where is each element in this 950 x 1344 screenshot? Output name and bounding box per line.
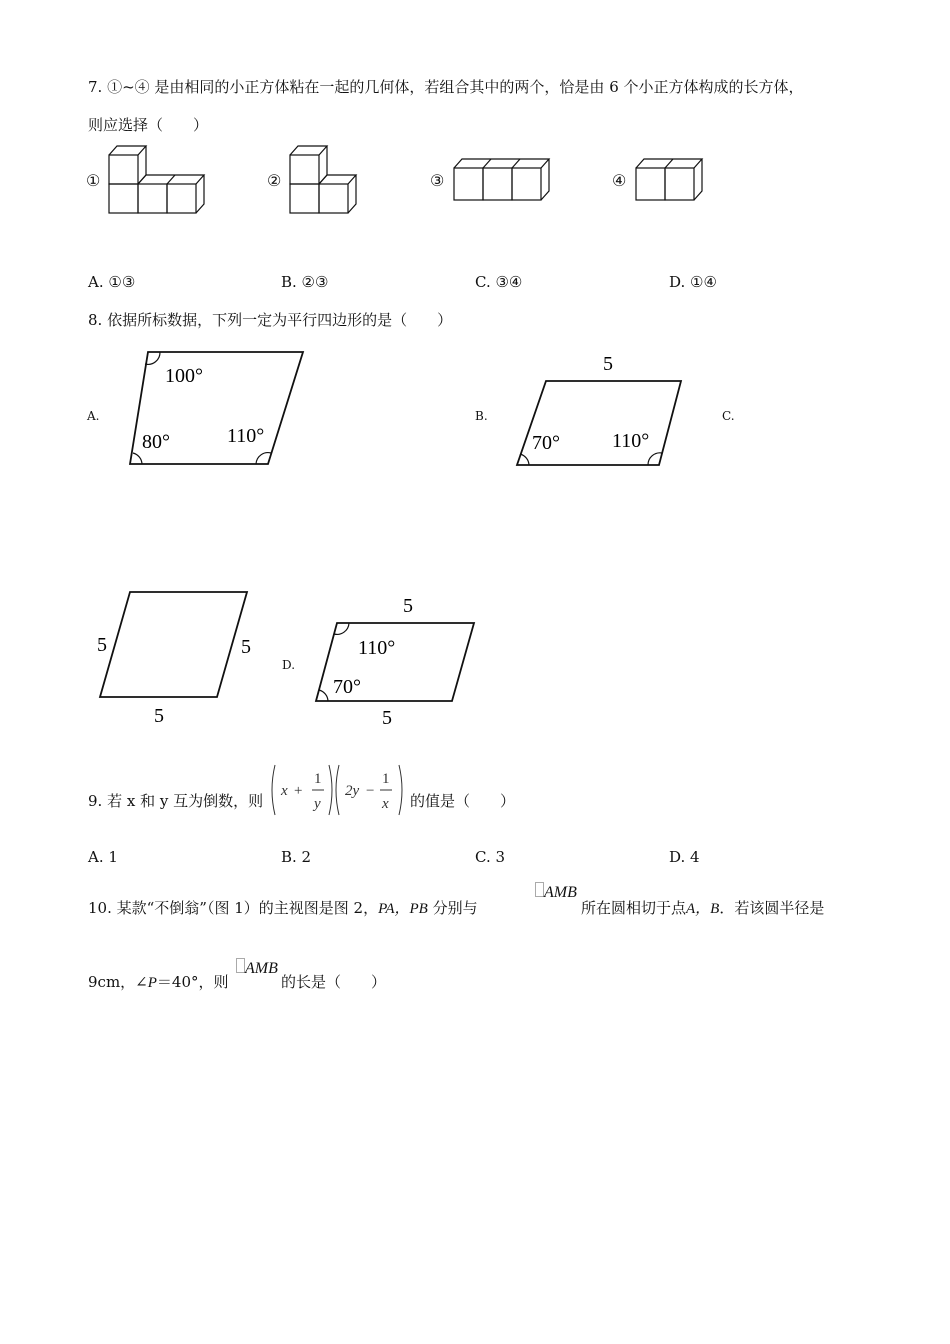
q9-option-d[interactable]: D. 4 — [669, 848, 700, 866]
q8-c-side-right: 5 — [241, 636, 251, 658]
q10-arc-text-2: AMB — [245, 960, 278, 977]
q7-figure-label-3: ③ — [430, 171, 445, 190]
q9-x: x — [281, 783, 288, 799]
q10-line2-prefix: 9cm，∠ — [88, 973, 148, 991]
q9-one-b: 1 — [382, 771, 390, 787]
q10-part3: 所在圆相切于点 — [581, 899, 687, 917]
q10-arc-amb-2 — [236, 958, 278, 978]
q10-line2-mid: ＝40°，则 — [156, 973, 229, 991]
q7-solid-2 — [286, 142, 366, 217]
q8-b-angle-110: 110° — [612, 430, 650, 452]
q10-points: A，B — [686, 901, 720, 917]
q9-y: y — [314, 796, 321, 812]
q9-2y: 2y — [345, 783, 360, 799]
q9-expression — [269, 762, 409, 818]
q7-figure-label-4: ④ — [612, 171, 627, 190]
q10-arc-text-1: AMB — [544, 884, 577, 901]
q9-plus: + — [294, 783, 303, 799]
q9-minus: − — [366, 783, 375, 799]
q10-part1: 10. 某款“不倒翁”（图 1）的主视图是图 2， — [88, 899, 379, 917]
q8-figure-a — [120, 340, 315, 475]
q10-line2 — [88, 971, 229, 992]
q9-option-a[interactable]: A. 1 — [88, 848, 118, 866]
q8-b-angle-70: 70° — [532, 432, 560, 454]
q8-d-angle-70: 70° — [333, 676, 361, 698]
q8-a-angle-100: 100° — [165, 365, 203, 387]
q8-figure-d — [308, 590, 483, 730]
q8-stem: 8. 依据所标数据，下列一定为平行四边形的是（ ） — [88, 311, 453, 329]
arc-placeholder-icon — [535, 882, 544, 897]
q10-angle-p: P — [147, 975, 157, 991]
arc-placeholder-icon — [236, 958, 245, 973]
q7-stem-line2: 则应选择（ ） — [88, 116, 209, 134]
q7-option-c[interactable]: C. ③④ — [475, 273, 523, 291]
q9-stem-prefix: 9. 若 x 和 y 互为倒数，则 — [88, 792, 264, 810]
q7-solid-4 — [632, 153, 708, 205]
q10-pa-pb: PA，PB — [378, 901, 428, 917]
q7-option-d[interactable]: D. ①④ — [669, 273, 717, 291]
q8-c-side-bottom: 5 — [154, 705, 164, 725]
q8-figure-c — [92, 585, 262, 725]
q8-d-side-bottom: 5 — [382, 707, 392, 729]
q9-one-a: 1 — [314, 771, 322, 787]
q10-arc-amb-1 — [535, 882, 577, 902]
q10-part2: 分别与 — [427, 899, 478, 917]
q9-option-c[interactable]: C. 3 — [475, 848, 506, 866]
q8-a-angle-80: 80° — [142, 431, 170, 453]
q9-x-denominator: x — [382, 796, 389, 812]
q7-solid-3 — [450, 153, 555, 205]
q8-b-side-top: 5 — [603, 353, 613, 375]
q8-option-d-label[interactable]: D. — [282, 658, 296, 672]
q9-option-b[interactable]: B. 2 — [281, 848, 312, 866]
q7-figure-label-2: ② — [267, 171, 282, 190]
q8-figure-b — [508, 348, 693, 470]
q10-line1 — [88, 897, 478, 918]
q10-line2-suffix: 的长是（ ） — [281, 973, 387, 991]
q7-figure-label-1: ① — [86, 171, 101, 190]
q7-solid-1 — [105, 142, 210, 217]
q7-option-a[interactable]: A. ①③ — [88, 273, 136, 291]
q7-option-b[interactable]: B. ②③ — [281, 273, 329, 291]
q8-c-side-left: 5 — [97, 634, 107, 656]
q8-d-side-top: 5 — [403, 595, 413, 617]
q8-option-b-label[interactable]: B. — [475, 409, 488, 423]
q9-stem-suffix: 的值是（ ） — [410, 792, 516, 810]
q10-part4: ．若该圆半径是 — [719, 899, 825, 917]
q7-stem-line1: 7. ①~④ 是由相同的小正方体粘在一起的几何体，若组合其中的两个，恰是由 6 个小正方体构成的长方体， — [88, 78, 804, 96]
q8-option-c-label[interactable]: C. — [722, 409, 735, 423]
q10-line1-rest — [581, 897, 824, 918]
q8-a-angle-110: 110° — [227, 425, 265, 447]
q8-d-angle-110: 110° — [358, 637, 396, 659]
q8-option-a-label[interactable]: A. — [87, 409, 100, 423]
